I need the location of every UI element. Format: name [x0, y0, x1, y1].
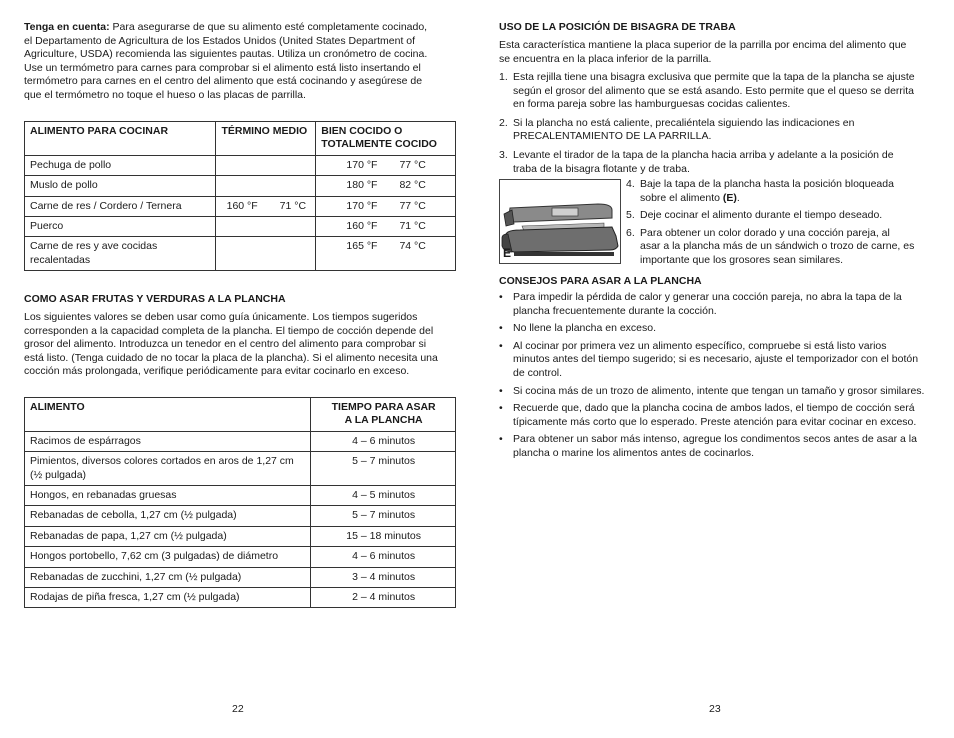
table-row — [25, 486, 456, 506]
veg-line: Los siguientes valores se deben usar como guía únicamente. Los tiempos sugeridos — [24, 311, 418, 323]
food-cell: Pimientos, diversos colores cortados en aros de 1,27 cm (½ pulgada) — [25, 452, 311, 486]
medium-cell — [216, 176, 316, 196]
well-f: 165 °F — [346, 240, 378, 253]
step-end: . — [736, 191, 740, 204]
header-food: ALIMENTO — [25, 398, 311, 432]
time-cell: 5 – 7 minutos — [311, 506, 456, 526]
table-row — [25, 237, 456, 271]
food-cell: Rodajas de piña fresca, 1,27 cm (½ pulgada) — [25, 588, 311, 608]
hinge-heading: USO DE LA POSICIÓN DE BISAGRA DE TRABA — [499, 21, 736, 33]
time-cell: 2 – 4 minutos — [311, 588, 456, 608]
well-cell — [316, 237, 456, 271]
tip-text: Para obtener un sabor más intenso, agregue los condimentos secos antes de asar a la plancha o marine los alimentos antes de cocinarlos. — [513, 433, 917, 459]
hinge-intro: Esta característica mantiene la placa superior de la parrilla por encima del alimento que se encuentra en la placa inferior de la parrilla. — [499, 39, 907, 65]
bullet: • — [499, 433, 503, 446]
list-item — [499, 385, 935, 399]
well-c: 77 °C — [399, 158, 426, 171]
figure-label-e: E — [503, 246, 512, 260]
table-row — [25, 196, 456, 216]
step-text: Baje la tapa de la plancha hasta la posición bloqueada sobre el alimento — [640, 178, 894, 204]
tips-heading: CONSEJOS PARA ASAR A LA PLANCHA — [499, 275, 702, 287]
veg-intro — [24, 311, 456, 379]
bullet: • — [499, 291, 503, 303]
header-well-done: BIEN COCIDO O TOTALMENTE COCIDO — [316, 122, 456, 156]
tip-text: Al cocinar por primera vez un alimento específico, compruebe si está listo varios minutos antes del tiempo sugerido; si es necesario, ajuste el temporizador con el botón de control. — [513, 339, 919, 379]
time-cell: 15 – 18 minutos — [311, 526, 456, 546]
step-number: 4. — [626, 178, 635, 190]
veg-line: corresponden a la capacidad completa de la plancha. El tiempo de cocción depende del — [24, 324, 434, 337]
tip-text: Para impedir la pérdida de calor y generar una cocción pareja, no abra la tapa de la plancha frecuentemente durante la cocción. — [513, 291, 902, 317]
step-ref-e: (E) — [722, 191, 737, 204]
table-row — [25, 526, 456, 546]
note-line: que el termómetro no toque el hueso o las placas de parrilla. — [24, 88, 306, 101]
time-cell: 4 – 6 minutos — [311, 431, 456, 451]
step-item — [499, 71, 935, 112]
step-number: 3. — [499, 148, 508, 161]
bullet: • — [499, 322, 503, 335]
table-row — [25, 176, 456, 196]
bullet: • — [499, 384, 503, 397]
usda-note — [24, 21, 456, 103]
food-cell: Rebanadas de papa, 1,27 cm (½ pulgada) — [25, 526, 311, 546]
step-text: Para obtener un color dorado y una cocción pareja, al asar a la plancha más de un sándwich o trozo de carne, es importante que los grosores sean similares. — [640, 226, 915, 266]
table-row — [25, 155, 456, 175]
food-cell: Pechuga de pollo — [25, 155, 216, 175]
well-c: 71 °C — [399, 220, 426, 233]
time-cell: 4 – 5 minutos — [311, 486, 456, 506]
steps-list — [499, 71, 935, 180]
medium-cell — [216, 155, 316, 175]
table-row — [25, 217, 456, 237]
food-cell: Hongos portobello, 7,62 cm (3 pulgadas) de diámetro — [25, 547, 311, 567]
table-row — [25, 431, 456, 451]
step-4 — [626, 178, 935, 205]
medium-cell — [216, 237, 316, 271]
medium-cell — [216, 217, 316, 237]
food-cell: Puerco — [25, 217, 216, 237]
page-number: 23 — [709, 703, 721, 715]
list-item — [499, 322, 935, 336]
well-cell — [316, 155, 456, 175]
tip-text: Recuerde que, dado que la plancha cocina de ambos lados, el tiempo de cocción será típicamente más corto que lo esperado. Preste atención para evitar cocinar en exceso. — [513, 402, 917, 428]
food-cell: Carne de res / Cordero / Ternera — [25, 196, 216, 216]
tip-text: Si cocina más de un trozo de alimento, intente que tengan un tamaño y grosor similares. — [513, 384, 925, 397]
veg-heading: COMO ASAR FRUTAS Y VERDURAS A LA PLANCHA — [24, 293, 286, 305]
steps-with-figure — [626, 178, 935, 268]
grill-figure — [499, 179, 621, 264]
list-item — [499, 340, 935, 381]
veg-grill-table — [24, 397, 456, 608]
time-cell: 4 – 6 minutos — [311, 547, 456, 567]
food-cell: Muslo de pollo — [25, 176, 216, 196]
tip-text: No llene la plancha en exceso. — [513, 322, 657, 335]
medium-c: 71 °C — [279, 199, 307, 212]
step-6 — [626, 227, 935, 268]
table-row — [25, 506, 456, 526]
list-item — [499, 433, 935, 460]
step-number: 1. — [499, 71, 508, 83]
step-item — [499, 117, 935, 144]
step-text: Si la plancha no está caliente, precaliéntela siguiendo las indicaciones en PRECALENTAMIENTO DE LA PARRILLA. — [513, 116, 855, 143]
note-line: Agriculture, USDA) recomienda las siguientes pautas. Utiliza un cronómetro de cocina. — [24, 48, 428, 61]
food-cell: Carne de res y ave cocidas recalentadas — [25, 237, 216, 271]
tips-list — [499, 291, 935, 465]
header-medium: TÉRMINO MEDIO — [216, 122, 316, 156]
well-cell — [316, 217, 456, 237]
note-label: Tenga en cuenta: — [24, 21, 110, 33]
food-cell: Racimos de espárragos — [25, 431, 311, 451]
step-text: Deje cocinar el alimento durante el tiempo deseado. — [640, 209, 883, 222]
table-header-row — [25, 398, 456, 432]
note-line: Para asegurarse de que su alimento esté completamente cocinado, — [109, 21, 428, 33]
time-cell: 3 – 4 minutos — [311, 567, 456, 587]
medium-f: 160 °F — [226, 199, 258, 212]
well-cell — [316, 196, 456, 216]
note-line: termómetro para carnes en el centro del alimento que está cocinando y asegúrese de — [24, 75, 423, 88]
list-item — [499, 402, 935, 429]
step-number: 6. — [626, 226, 635, 239]
well-c: 77 °C — [399, 199, 426, 212]
time-cell: 5 – 7 minutos — [311, 452, 456, 486]
well-c: 82 °C — [399, 179, 426, 192]
well-c: 74 °C — [399, 240, 426, 253]
table-row — [25, 567, 456, 587]
table-row — [25, 452, 456, 486]
food-cell: Rebanadas de zucchini, 1,27 cm (½ pulgada) — [25, 567, 311, 587]
step-number: 5. — [626, 209, 635, 222]
step-text: Esta rejilla tiene una bisagra exclusiva que permite que la tapa de la plancha se ajuste según el grosor del alimento que se está asando. Esto permite que el queso se derrita en forma pareja sobre las hamburguesas cocidas calientes. — [513, 71, 915, 111]
note-line: el Departamento de Agricultura de los Estados Unidos (United States Department of — [24, 34, 416, 47]
veg-line: está listo. (Tenga cuidado de no tocar la placa de la plancha). Si el alimento necesita una — [24, 351, 438, 364]
table-header-row — [25, 122, 456, 156]
bullet: • — [499, 339, 503, 352]
bullet: • — [499, 402, 503, 415]
note-line: Use un termómetro para carnes para comprobar si el alimento está listo insertando el — [24, 61, 421, 74]
well-cell — [316, 176, 456, 196]
header-food: ALIMENTO PARA COCINAR — [25, 122, 216, 156]
veg-line: cocción más prolongada, verifique periódicamente para evitar cocinarlo en exceso. — [24, 365, 410, 378]
step-text: Levante el tirador de la tapa de la plancha hacia arriba y adelante a la posición de traba de la bisagra flotante y de traba. — [513, 148, 894, 175]
well-f: 170 °F — [346, 158, 378, 171]
meat-temperature-table — [24, 121, 456, 271]
step-number: 2. — [499, 116, 508, 129]
food-cell: Rebanadas de cebolla, 1,27 cm (½ pulgada) — [25, 506, 311, 526]
well-f: 170 °F — [346, 199, 378, 212]
header-time: TIEMPO PARA ASAR A LA PLANCHA — [311, 398, 456, 432]
medium-cell — [216, 196, 316, 216]
step-5 — [626, 209, 935, 223]
well-f: 180 °F — [346, 179, 378, 192]
food-cell: Hongos, en rebanadas gruesas — [25, 486, 311, 506]
table-row — [25, 588, 456, 608]
step-item — [499, 149, 935, 176]
page-number: 22 — [232, 703, 244, 715]
grill-illustration — [500, 180, 620, 263]
table-row — [25, 547, 456, 567]
list-item — [499, 291, 935, 318]
veg-line: grosor del alimento. Introduzca un tenedor en el centro del alimento para comprobar si — [24, 338, 427, 351]
well-f: 160 °F — [346, 220, 378, 233]
